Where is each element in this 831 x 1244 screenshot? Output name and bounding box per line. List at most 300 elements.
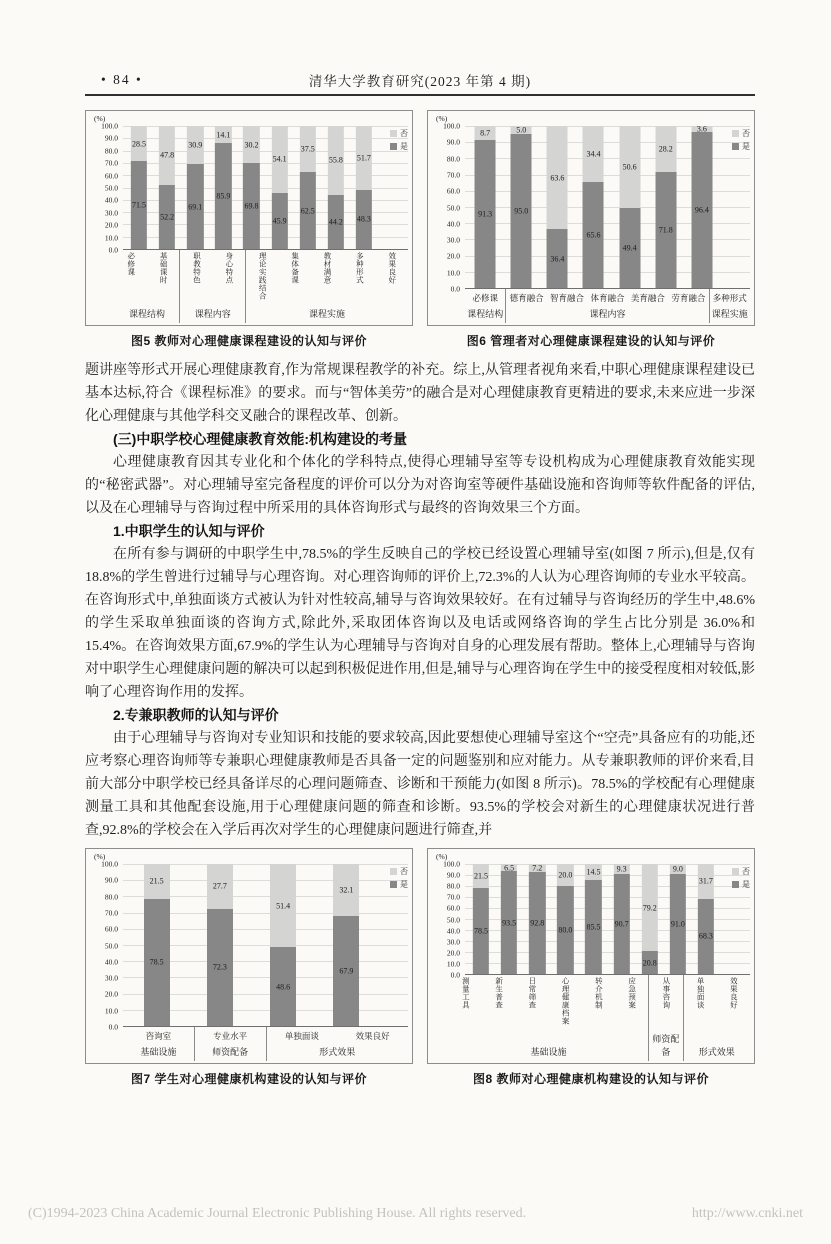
value-label-no: 14.1: [216, 130, 231, 140]
bar-slot: [539, 126, 575, 288]
chart-legend: [390, 866, 408, 890]
y-tick-label: 0.0: [450, 970, 460, 980]
figure-8-chart: [427, 848, 755, 1064]
axis-group: [194, 1027, 266, 1061]
axis-group: [465, 289, 505, 323]
y-axis-unit: (%): [94, 852, 106, 861]
y-tick-label: 10.0: [104, 1006, 118, 1016]
axis-group: [123, 1027, 194, 1061]
category-label-text: 教材满意: [323, 252, 332, 284]
category-label-text: 基础课时: [159, 252, 169, 284]
category-label-text: 心理健康档案: [561, 977, 571, 1025]
y-tick-label: 70.0: [446, 170, 460, 180]
y-axis: [90, 121, 123, 255]
legend-item: [390, 879, 408, 890]
x-axis: [432, 975, 750, 1061]
plot-grid: [123, 864, 408, 1027]
bar-slot: [153, 126, 181, 249]
category-label: [615, 975, 648, 1044]
y-axis-spacer: [90, 250, 115, 323]
page-footer: [28, 1206, 803, 1222]
category-label-text: 身心特点: [224, 252, 234, 284]
value-label-yes: 65.6: [586, 230, 601, 240]
category-label: [337, 1027, 408, 1044]
y-tick-label: 20.0: [446, 948, 460, 958]
figure-5-caption: 图5 教师对心理健康课程建设的认知与评价: [130, 334, 367, 348]
value-label-yes: 69.8: [244, 201, 259, 211]
value-label-no: 28.2: [658, 144, 673, 154]
page-number: • 84 •: [101, 72, 143, 87]
value-label-yes: 20.8: [642, 958, 657, 968]
value-label-no: 30.2: [244, 140, 259, 150]
category-label-text: 专业水平: [213, 1030, 248, 1041]
axis-group: [449, 975, 649, 1061]
chart-legend: [732, 128, 750, 152]
legend-swatch-yes: [732, 143, 739, 150]
category-label: [628, 289, 668, 306]
y-axis-spacer: [432, 975, 449, 1061]
bar-slot: [575, 126, 611, 288]
category-row: [465, 289, 505, 306]
category-label: [547, 289, 587, 306]
bar-slot: [315, 864, 378, 1026]
figure-6: [427, 110, 755, 349]
category-label-text: 效果良好: [355, 1030, 390, 1041]
value-label-no: 9.0: [672, 864, 683, 874]
y-tick-label: 50.0: [104, 941, 118, 950]
legend-item: [390, 141, 408, 152]
group-label: 基础设施: [140, 1047, 177, 1057]
chart-area: [432, 851, 750, 1061]
y-tick-label: 60.0: [104, 924, 118, 934]
x-axis-groups: [115, 250, 408, 323]
x-axis: [432, 289, 750, 323]
category-row: [684, 975, 751, 1044]
page-header: [85, 70, 755, 96]
subsection-heading-students: 1.中职学生的认知与评价: [113, 523, 265, 539]
bar-slot: [181, 126, 209, 249]
bar-slot: [294, 126, 322, 249]
category-label: [311, 250, 343, 306]
axis-group: [115, 250, 180, 323]
value-label-no: 50.6: [622, 162, 637, 172]
legend-item: [390, 866, 408, 877]
journal-page: [0, 70, 831, 1087]
category-label: [717, 975, 750, 1044]
group-label: 师资配备: [212, 1047, 249, 1057]
value-label-no: 3.6: [696, 124, 707, 134]
value-label-yes: 92.8: [530, 918, 545, 928]
category-label: [449, 975, 482, 1044]
y-tick-label: 80.0: [446, 154, 460, 164]
y-axis-spacer: [90, 1027, 123, 1061]
category-label: [267, 1027, 338, 1044]
value-label-no: 5.0: [516, 125, 527, 135]
category-label-text: 应急预案: [627, 977, 637, 1009]
category-label: [123, 1027, 194, 1044]
category-label: [482, 975, 515, 1044]
value-label-no: 21.5: [149, 876, 164, 886]
bars: [125, 126, 378, 249]
bar-slot: [125, 126, 153, 249]
bar-slot: [125, 864, 188, 1026]
axis-group: [709, 289, 750, 323]
category-row: [449, 975, 649, 1044]
category-label-text: 美育融合: [630, 292, 665, 303]
category-label-text: 职教特色: [192, 252, 202, 284]
bar-slot: [636, 864, 664, 974]
value-label-yes: 90.7: [614, 919, 629, 929]
y-axis-unit: (%): [436, 114, 448, 123]
x-axis-groups: [123, 1027, 408, 1061]
category-row: [195, 1027, 266, 1044]
y-tick-label: 90.0: [104, 133, 118, 143]
figure-6-chart: [427, 110, 755, 326]
group-label: 课程内容: [194, 309, 231, 319]
category-label-text: 测量工具: [461, 977, 471, 1009]
value-label-yes: 48.3: [356, 214, 371, 224]
value-label-no: 30.9: [188, 140, 203, 150]
category-label: [515, 975, 548, 1044]
figure-8-caption: 图8 教师对心理健康机构建设的认知与评价: [472, 1072, 709, 1086]
category-label-text: 多种形式: [355, 252, 365, 284]
y-tick-label: 30.0: [104, 208, 118, 218]
value-label-no: 20.0: [558, 870, 573, 880]
category-row: [123, 1027, 194, 1044]
category-label-text: 咨询室: [145, 1030, 172, 1041]
legend-label: 是: [742, 142, 750, 151]
legend-swatch-no: [390, 868, 397, 875]
y-tick-label: 30.0: [446, 937, 460, 947]
footer-url: http://www.cnki.net: [691, 1206, 803, 1221]
category-label: [668, 289, 708, 306]
legend-label: 是: [400, 880, 408, 889]
group-label: 师资配备: [652, 1034, 680, 1057]
plot-area: [90, 121, 408, 255]
group-label: 形式效果: [698, 1047, 735, 1057]
category-label-text: 转介机制: [594, 977, 604, 1009]
category-label-text: 集体备课: [290, 252, 300, 284]
category-label: [147, 250, 179, 306]
bar-slot: [252, 864, 315, 1026]
category-label: [582, 975, 615, 1044]
bar-slot: [579, 864, 607, 974]
bar-slot: [495, 864, 523, 974]
category-row: [506, 289, 708, 306]
category-row: [267, 1027, 409, 1044]
bar-slot: [209, 126, 237, 249]
paragraph-students: 在所有参与调研的中职学生中,78.5%的学生反映自己的学校已经设置心理辅导室(如图 7 所示),但是,仅有 18.8%的学生曾进行过辅导与心理咨询。对心理咨询师的评价上,72.3%的人认为心理咨询师的专业水平较高。在咨询形式中,单独面谈方式被认为针对性较高,辅导与咨询效果较好。在有过辅导与咨询经历的学生中,48.6%的学生采取单独面谈的咨询方式,除此外,采取团体咨询以及电话或网络咨询的学生占比分别是 36.0%和 15.4%。在咨询效果方面,67.9%的学生认为心理辅导与咨询对自身的心理发展有帮助。整体上,心理辅导与咨询对中职学生心理健康问题的解决可以起到积极促进作用,但是,辅导与心理咨询在学生中的接受程度相对较低,影响了心理咨询作用的发挥。: [85, 547, 755, 700]
legend-item: [390, 128, 408, 139]
y-tick-label: 50.0: [104, 183, 118, 193]
value-label-no: 28.5: [132, 139, 147, 149]
x-axis-groups: [465, 289, 750, 323]
y-tick-label: 60.0: [446, 903, 460, 913]
bar-slot: [551, 864, 579, 974]
value-label-yes: 67.9: [339, 966, 354, 976]
value-label-no: 6.5: [504, 863, 515, 873]
category-row: [180, 250, 245, 306]
y-tick-label: 40.0: [104, 195, 118, 205]
bars: [467, 126, 720, 288]
value-label-no: 51.7: [356, 153, 371, 163]
y-tick-label: 80.0: [104, 146, 118, 156]
value-label-no: 51.4: [276, 901, 291, 911]
value-label-yes: 44.2: [328, 217, 343, 227]
value-label-yes: 96.4: [694, 205, 709, 215]
value-label-no: 79.2: [642, 903, 657, 913]
value-label-no: 14.5: [586, 867, 601, 877]
category-label: [465, 289, 505, 306]
category-label-text: 效果良好: [729, 977, 739, 1009]
category-label-text: 从事咨询: [661, 977, 671, 1009]
group-label: 课程结构: [128, 309, 165, 319]
bar-slot: [467, 126, 503, 288]
figure-6-caption: 图6 管理者对心理健康课程建设的认知与评价: [466, 334, 716, 348]
value-label-yes: 69.1: [188, 202, 203, 212]
plot-grid: [465, 126, 750, 289]
y-axis: [432, 121, 465, 294]
plot-grid: [123, 126, 408, 250]
y-tick-label: 30.0: [446, 235, 460, 245]
category-label: [213, 250, 245, 306]
category-label: [710, 289, 750, 306]
category-label-text: 劳育融合: [671, 292, 706, 303]
bar-slot: [664, 864, 692, 974]
category-label-text: 理论实践结合: [258, 252, 268, 300]
group-label: 课程结构: [467, 309, 504, 319]
x-axis: [90, 250, 408, 323]
bar-slot: [503, 126, 539, 288]
y-tick-label: 40.0: [446, 219, 460, 229]
y-tick-label: 100.0: [101, 859, 118, 869]
category-label: [279, 250, 311, 306]
category-label: [195, 1027, 266, 1044]
chart-legend: [390, 128, 408, 152]
bar-slot: [684, 126, 720, 288]
subsection-heading-teachers: 2.专兼职教师的认知与评价: [113, 707, 279, 723]
category-label: [649, 975, 682, 1031]
category-row: [246, 250, 408, 306]
y-tick-label: 80.0: [446, 881, 460, 891]
category-row: [115, 250, 180, 306]
category-label: [180, 250, 212, 306]
y-tick-label: 10.0: [104, 233, 118, 243]
axis-group: [266, 1027, 409, 1061]
category-row: [649, 975, 682, 1031]
category-label-text: 必修课: [472, 292, 498, 303]
value-label-no: 32.1: [339, 885, 354, 895]
chart-legend: [732, 866, 750, 890]
category-label: [246, 250, 278, 306]
bar-slot: [237, 126, 265, 249]
x-axis: [90, 1027, 408, 1061]
y-tick-label: 90.0: [446, 137, 460, 147]
legend-item: [732, 128, 750, 139]
category-label: [506, 289, 546, 306]
section-heading-3: (三)中职学校心理健康教育效能:机构建设的考量: [113, 431, 407, 447]
group-label: 基础设施: [530, 1047, 567, 1057]
axis-group: [683, 975, 751, 1061]
y-axis: [90, 859, 123, 1032]
value-label-yes: 72.3: [212, 962, 227, 972]
article-body: [85, 359, 755, 842]
plot-area: [432, 859, 750, 980]
value-label-yes: 91.3: [478, 209, 493, 219]
bar-slot: [266, 126, 294, 249]
bar-slot: [322, 126, 350, 249]
legend-item: [732, 866, 750, 877]
legend-swatch-yes: [390, 881, 397, 888]
bar-slot: [648, 126, 684, 288]
legend-item: [732, 141, 750, 152]
bar-slot: [612, 126, 648, 288]
value-label-yes: 48.6: [276, 982, 291, 992]
plot-grid: [465, 864, 750, 975]
category-label: [376, 250, 408, 306]
y-tick-label: 90.0: [446, 870, 460, 880]
category-label: [684, 975, 717, 1044]
axis-group: [179, 250, 245, 323]
bar-slot: [523, 864, 551, 974]
value-label-yes: 78.5: [474, 926, 489, 936]
value-label-yes: 71.8: [658, 225, 673, 235]
value-label-no: 7.2: [532, 863, 543, 873]
chart-area: [432, 113, 750, 323]
value-label-yes: 36.4: [550, 254, 565, 264]
bar-slot: [350, 126, 378, 249]
figure-5-chart: [85, 110, 413, 326]
category-label-text: 单独面谈: [284, 1030, 319, 1041]
y-tick-label: 100.0: [443, 859, 460, 869]
legend-swatch-no: [732, 130, 739, 137]
category-row: [710, 289, 750, 306]
y-tick-label: 0.0: [108, 245, 118, 255]
y-tick-label: 50.0: [446, 915, 460, 924]
y-axis-unit: (%): [436, 852, 448, 861]
y-tick-label: 90.0: [104, 875, 118, 885]
value-label-no: 34.4: [586, 149, 601, 159]
bars: [467, 864, 720, 974]
y-tick-label: 70.0: [446, 892, 460, 902]
y-tick-label: 30.0: [104, 973, 118, 983]
value-label-no: 21.5: [474, 871, 489, 881]
value-label-no: 63.6: [550, 173, 565, 183]
chart-area: [90, 113, 408, 323]
y-tick-label: 40.0: [446, 926, 460, 936]
value-label-yes: 85.9: [216, 191, 231, 201]
category-label-text: 德育融合: [509, 292, 544, 303]
paragraph-continuation: 题讲座等形式开展心理健康教育,作为常规课程教学的补充。综上,从管理者视角来看,中职心理健康课程建设已基本达标,符合《课程标准》的要求。而与“智体美劳”的融合是对心理健康教育更精进的要求,未来应进一步深化心理健康与其他学科交叉融合的课程改革、创新。: [85, 363, 755, 424]
value-label-no: 31.7: [698, 876, 713, 886]
bar-slot: [467, 864, 495, 974]
value-label-no: 37.5: [300, 144, 315, 154]
figures-top-row: [85, 110, 755, 349]
figure-7: [85, 848, 413, 1087]
plot-area: [432, 121, 750, 294]
y-tick-label: 70.0: [104, 908, 118, 918]
figure-7-caption: 图7 学生对心理健康机构建设的认知与评价: [130, 1072, 367, 1086]
journal-title: 清华大学教育研究(2023 年第 4 期): [308, 74, 532, 89]
value-label-yes: 95.0: [514, 206, 529, 216]
category-label: [549, 975, 582, 1044]
y-tick-label: 50.0: [446, 203, 460, 212]
y-tick-label: 20.0: [104, 989, 118, 999]
y-tick-label: 60.0: [104, 171, 118, 181]
legend-label: 否: [742, 867, 750, 876]
y-tick-label: 80.0: [104, 892, 118, 902]
category-label-text: 单独面谈: [696, 977, 706, 1009]
value-label-no: 27.7: [212, 881, 227, 891]
value-label-yes: 49.4: [622, 243, 637, 253]
legend-swatch-yes: [732, 881, 739, 888]
figure-8: [427, 848, 755, 1087]
category-label: [587, 289, 627, 306]
plot-area: [90, 859, 408, 1032]
y-tick-label: 0.0: [450, 284, 460, 294]
y-tick-label: 100.0: [443, 121, 460, 131]
bar-slot: [608, 864, 636, 974]
value-label-no: 47.8: [160, 150, 175, 160]
value-label-yes: 78.5: [149, 957, 164, 967]
bars: [125, 864, 378, 1026]
category-label-text: 多种形式: [712, 292, 747, 303]
value-label-yes: 45.9: [272, 216, 287, 226]
category-label-text: 效果良好: [387, 252, 397, 284]
paragraph-section-3: 心理健康教育因其专业化和个体化的学科特点,使得心理辅导室等专设机构成为心理健康教育效能实现的“秘密武器”。对心理辅导室完备程度的评价可以分为对咨询室等硬件基础设施和咨询师等软件配备的评估,以及在心理辅导与咨询过程中所采用的具体咨询形式与最终的咨询效果三个方面。: [85, 455, 755, 516]
legend-swatch-yes: [390, 143, 397, 150]
legend-swatch-no: [732, 868, 739, 875]
bar-slot: [188, 864, 251, 1026]
value-label-no: 55.8: [328, 155, 343, 165]
y-tick-label: 10.0: [446, 268, 460, 278]
group-label: 课程实施: [711, 309, 748, 319]
legend-label: 是: [742, 880, 750, 889]
y-tick-label: 0.0: [108, 1022, 118, 1032]
value-label-yes: 91.0: [670, 919, 685, 929]
x-axis-groups: [449, 975, 750, 1061]
legend-label: 是: [400, 142, 408, 151]
figures-bottom-row: [85, 848, 755, 1087]
category-label: [343, 250, 375, 306]
group-label: 形式效果: [319, 1047, 356, 1057]
y-tick-label: 60.0: [446, 186, 460, 196]
value-label-no: 8.7: [480, 128, 491, 138]
value-label-yes: 80.0: [558, 925, 573, 935]
copyright-text: (C)1994-2023 China Academic Journal Electronic Publishing House. All rights reserved.: [28, 1206, 527, 1221]
figure-7-chart: [85, 848, 413, 1064]
y-axis-unit: (%): [94, 114, 106, 123]
axis-group: [505, 289, 708, 323]
y-tick-label: 70.0: [104, 158, 118, 168]
group-label: 课程实施: [309, 309, 346, 319]
value-label-yes: 52.2: [160, 212, 175, 222]
value-label-yes: 62.5: [300, 206, 315, 216]
y-tick-label: 20.0: [446, 251, 460, 261]
legend-label: 否: [400, 867, 408, 876]
value-label-no: 54.1: [272, 154, 287, 164]
y-tick-label: 10.0: [446, 959, 460, 969]
y-tick-label: 20.0: [104, 220, 118, 230]
bar-slot: [692, 864, 720, 974]
value-label-no: 9.3: [616, 864, 627, 874]
value-label-yes: 93.5: [502, 918, 517, 928]
category-label: [115, 250, 147, 306]
category-label-text: 新生普查: [494, 977, 504, 1009]
legend-item: [732, 879, 750, 890]
figure-5: [85, 110, 413, 349]
value-label-yes: 71.5: [132, 200, 147, 210]
